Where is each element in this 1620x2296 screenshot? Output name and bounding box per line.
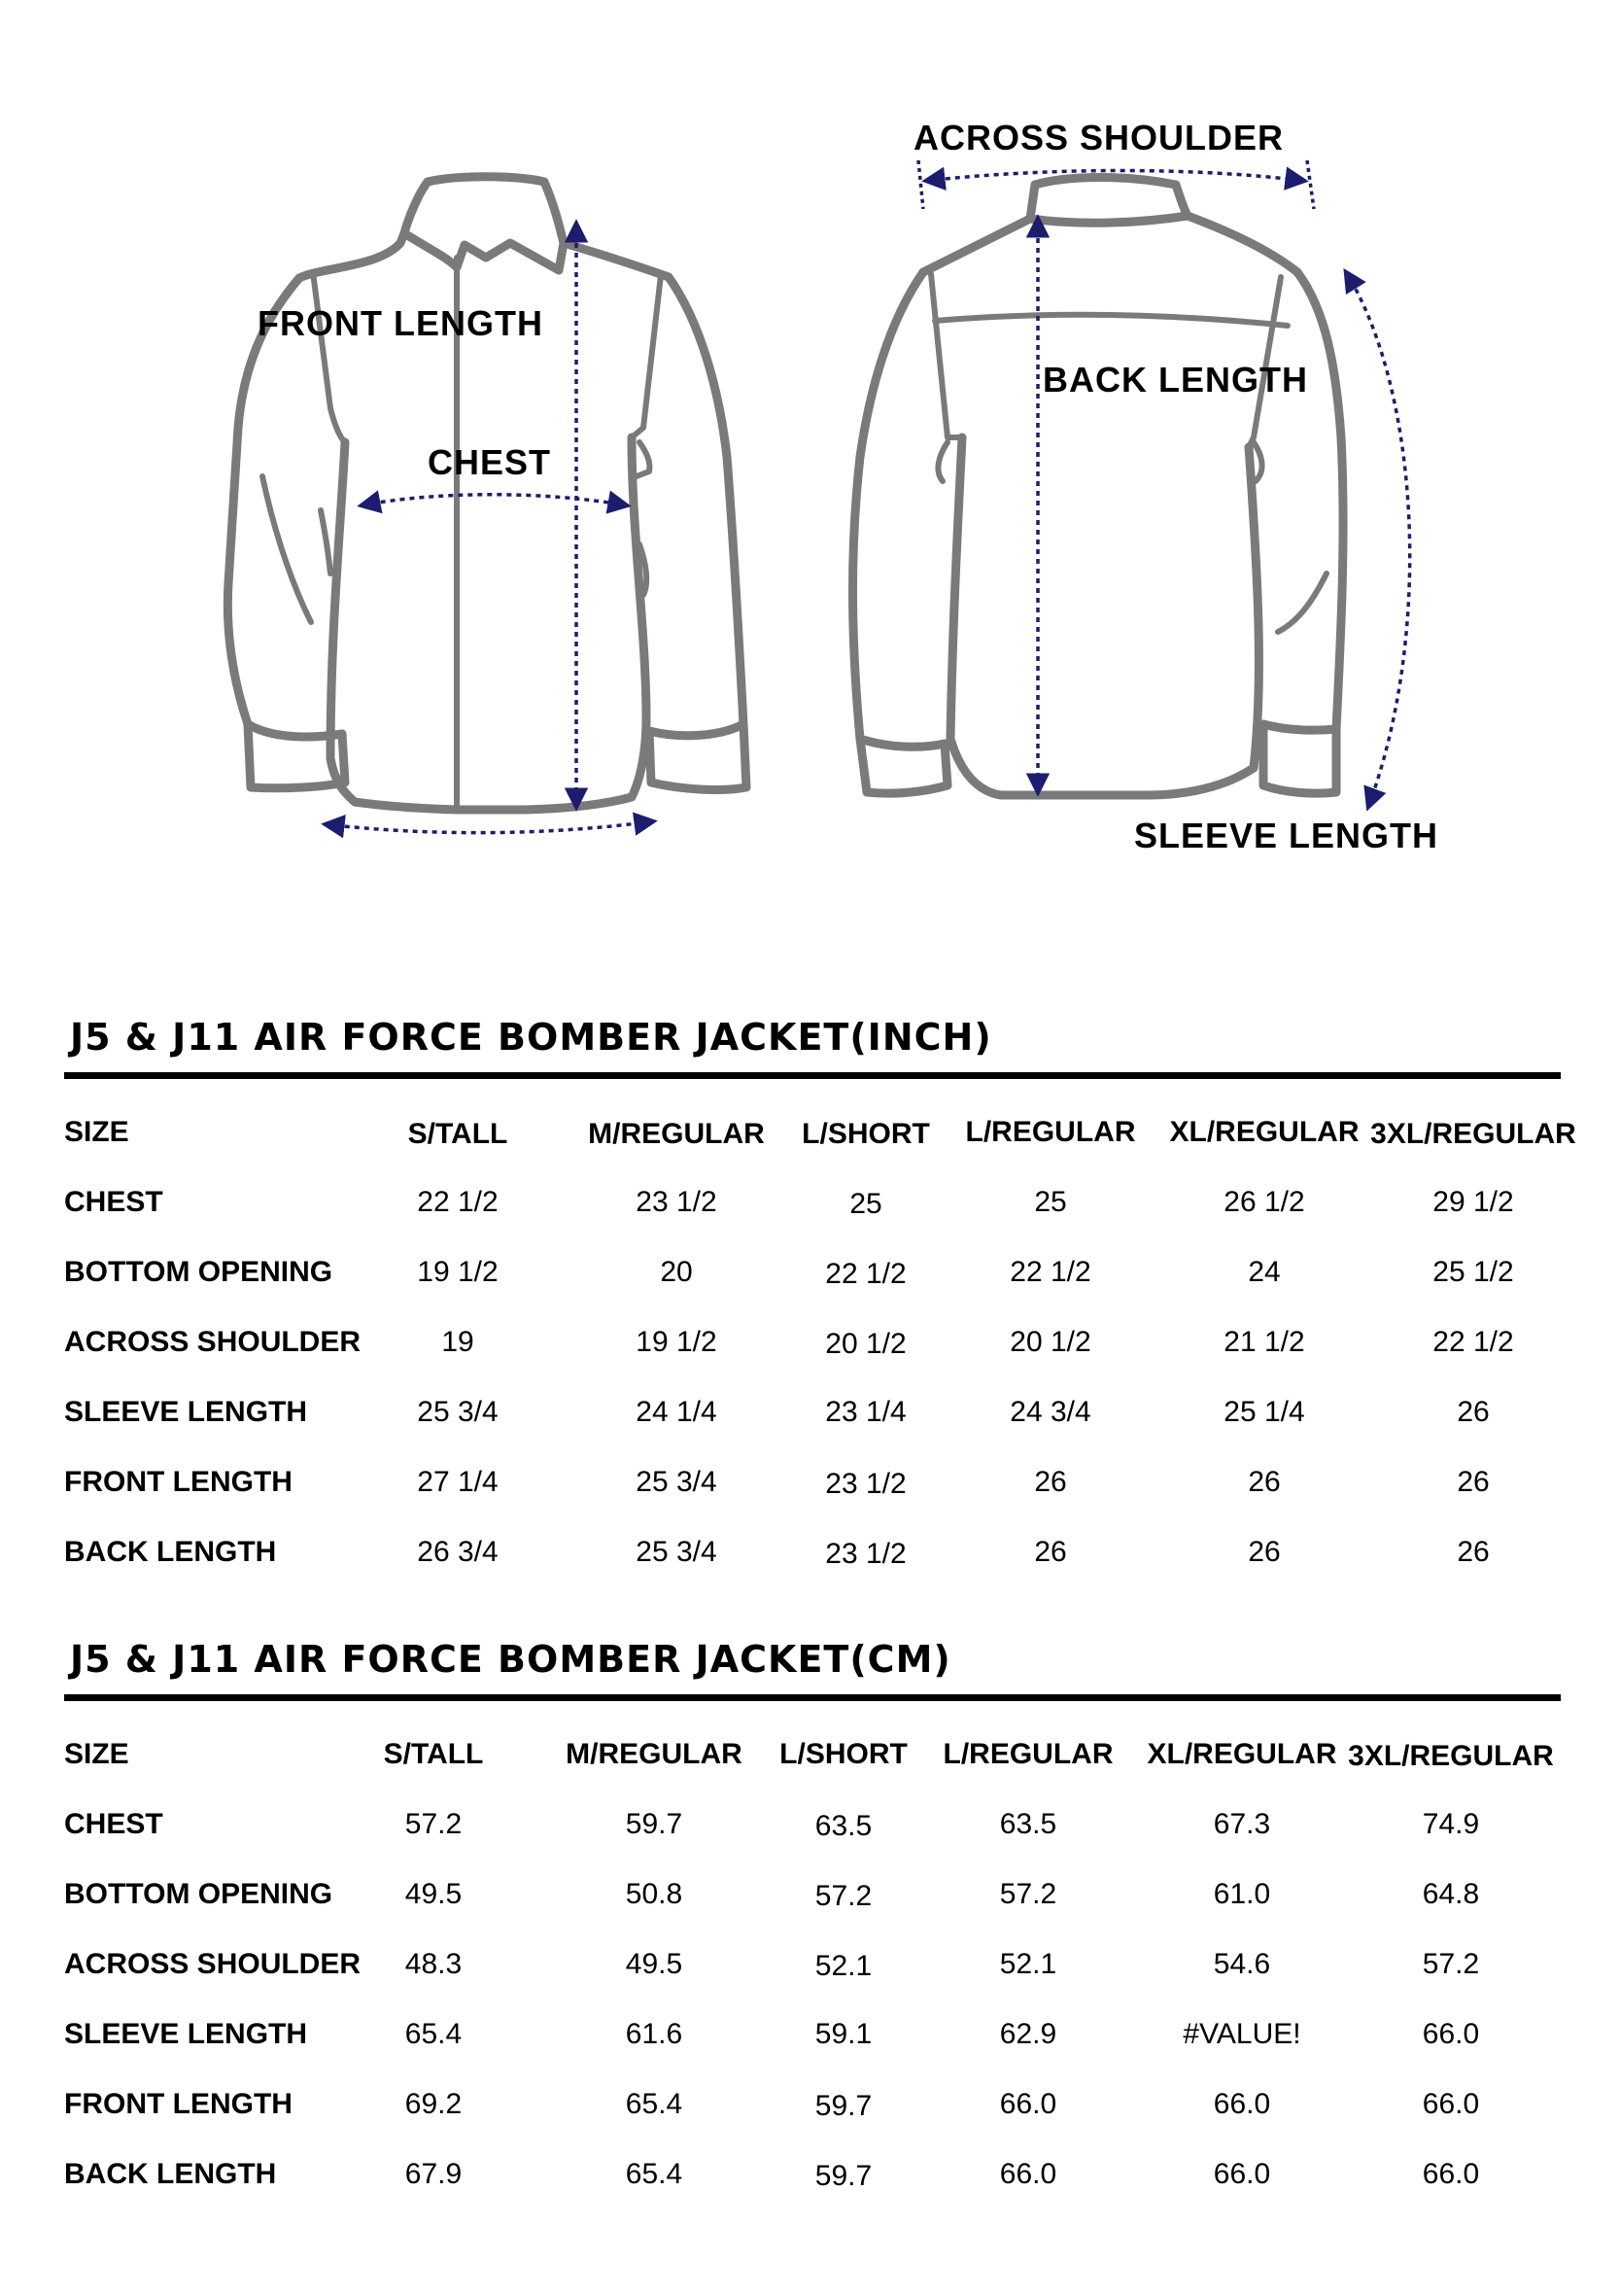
table-cell: 24 1/4 — [636, 1396, 717, 1428]
table-cell: 20 1/2 — [825, 1328, 907, 1360]
inch-table-title: J5 & J11 AIR FORCE BOMBER JACKET(INCH) — [70, 1016, 992, 1059]
row-label: CHEST — [64, 1186, 163, 1218]
table-cell: 65.4 — [625, 2088, 683, 2120]
table-cell: 20 — [660, 1256, 693, 1288]
table-cell: 63.5 — [814, 1810, 873, 1842]
table-cell: 26 — [1457, 1536, 1490, 1568]
table-cell: 26 — [1034, 1466, 1067, 1498]
table-row — [64, 2155, 1561, 2225]
table-cell: 66.0 — [999, 2088, 1057, 2120]
size-column-header: S/TALL — [407, 1118, 508, 1150]
table-row — [64, 1805, 1561, 1875]
table-cell: 27 1/4 — [417, 1466, 499, 1498]
table-cell: 49.5 — [404, 1878, 463, 1910]
table-cell: 22 1/2 — [417, 1186, 499, 1218]
table-header-row — [64, 1735, 1561, 1805]
table-cell: 69.2 — [404, 2088, 463, 2120]
row-label: SLEEVE LENGTH — [64, 2018, 308, 2050]
table-cell: 19 1/2 — [417, 1256, 499, 1288]
table-cell: 25 3/4 — [636, 1536, 717, 1568]
table-cell: 26 — [1457, 1466, 1490, 1498]
inch-table — [64, 1113, 1576, 1603]
table-cell: 19 1/2 — [636, 1326, 717, 1358]
table-cell: 59.7 — [814, 2090, 873, 2122]
table-cell: 22 1/2 — [825, 1258, 907, 1290]
size-column-header: 3XL/REGULAR — [1370, 1118, 1576, 1150]
table-cell: 26 1/2 — [1224, 1186, 1305, 1218]
table-cell: 66.0 — [1422, 2158, 1480, 2190]
table-cell: 59.1 — [814, 2018, 873, 2050]
table-cell: 66.0 — [1213, 2088, 1271, 2120]
table-cell: 52.1 — [814, 1950, 873, 1982]
table-row — [64, 1875, 1561, 1945]
table-cell: 57.2 — [999, 1878, 1057, 1910]
table-cell: 26 — [1034, 1536, 1067, 1568]
table-cell: 26 — [1457, 1396, 1490, 1428]
size-column-header: M/REGULAR — [566, 1738, 742, 1770]
table-cell: 23 1/2 — [825, 1468, 907, 1500]
table-cell: 57.2 — [1422, 1948, 1480, 1980]
table-row — [64, 1393, 1561, 1463]
row-label: ACROSS SHOULDER — [64, 1326, 362, 1358]
size-header: SIZE — [64, 1738, 129, 1770]
table-cell: 66.0 — [1422, 2018, 1480, 2050]
table-cell: 25 3/4 — [636, 1466, 717, 1498]
table-cell: 67.3 — [1213, 1808, 1271, 1840]
table-row — [64, 1183, 1561, 1253]
row-label: BACK LENGTH — [64, 1536, 277, 1568]
table-cell: 23 1/4 — [825, 1396, 907, 1428]
row-label: FRONT LENGTH — [64, 1466, 293, 1498]
title-divider — [64, 1694, 1561, 1701]
table-cell: 22 1/2 — [1432, 1326, 1514, 1358]
row-label: ACROSS SHOULDER — [64, 1948, 362, 1980]
table-cell: 23 1/2 — [825, 1538, 907, 1570]
row-label: BACK LENGTH — [64, 2158, 277, 2190]
cm-table — [64, 1735, 1561, 2225]
sleeve-length-label: SLEEVE LENGTH — [1134, 816, 1439, 855]
table-row — [64, 2085, 1561, 2155]
table-header-row — [64, 1113, 1576, 1183]
table-cell: 26 — [1248, 1536, 1281, 1568]
table-row — [64, 1945, 1561, 2015]
size-column-header: L/REGULAR — [943, 1738, 1114, 1770]
table-cell: 65.4 — [625, 2158, 683, 2190]
table-cell: 26 3/4 — [417, 1536, 499, 1568]
table-cell: 64.8 — [1422, 1878, 1480, 1910]
size-column-header: XL/REGULAR — [1169, 1116, 1360, 1148]
size-column-header: 3XL/REGULAR — [1348, 1740, 1554, 1772]
table-cell: 61.0 — [1213, 1878, 1271, 1910]
table-cell: 24 3/4 — [1010, 1396, 1091, 1428]
back-jacket-sketch — [853, 178, 1344, 796]
table-cell: 25 1/2 — [1432, 1256, 1514, 1288]
table-cell: 57.2 — [404, 1808, 463, 1840]
front-length-label: FRONT LENGTH — [258, 303, 543, 343]
front-jacket-sketch — [227, 177, 746, 810]
table-cell: 57.2 — [814, 1880, 873, 1912]
chest-label: CHEST — [428, 442, 552, 482]
size-column-header: S/TALL — [383, 1738, 484, 1770]
table-cell: 23 1/2 — [636, 1186, 717, 1218]
table-row — [64, 1533, 1561, 1603]
across-shoulder-label: ACROSS SHOULDER — [913, 118, 1285, 157]
table-cell: 25 — [1034, 1186, 1067, 1218]
table-cell: 59.7 — [625, 1808, 683, 1840]
table-cell: 66.0 — [999, 2158, 1057, 2190]
table-cell: 48.3 — [404, 1948, 463, 1980]
table-cell: 22 1/2 — [1010, 1256, 1091, 1288]
table-cell: 29 1/2 — [1432, 1186, 1514, 1218]
table-cell: 25 3/4 — [417, 1396, 499, 1428]
table-cell: 49.5 — [625, 1948, 683, 1980]
table-cell: 54.6 — [1213, 1948, 1271, 1980]
table-row — [64, 1253, 1561, 1323]
table-cell: 24 — [1248, 1256, 1281, 1288]
cm-table-title: J5 & J11 AIR FORCE BOMBER JACKET(CM) — [70, 1638, 951, 1681]
table-row — [64, 1463, 1561, 1533]
table-cell: 66.0 — [1213, 2158, 1271, 2190]
size-column-header: L/REGULAR — [965, 1116, 1136, 1148]
table-cell: 74.9 — [1422, 1808, 1480, 1840]
table-cell: 67.9 — [404, 2158, 463, 2190]
size-column-header: L/SHORT — [802, 1118, 930, 1150]
row-label: FRONT LENGTH — [64, 2088, 293, 2120]
size-header: SIZE — [64, 1116, 129, 1148]
table-cell: 59.7 — [814, 2160, 873, 2192]
back-length-label: BACK LENGTH — [1043, 360, 1308, 400]
row-label: SLEEVE LENGTH — [64, 1396, 308, 1428]
table-cell: 52.1 — [999, 1948, 1057, 1980]
row-label: BOTTOM OPENING — [64, 1256, 333, 1288]
table-cell: #VALUE! — [1183, 2018, 1301, 2050]
table-row — [64, 2015, 1561, 2085]
size-column-header: M/REGULAR — [588, 1118, 765, 1150]
table-cell: 25 — [849, 1188, 882, 1220]
measurement-diagram — [0, 0, 1620, 933]
table-cell: 20 1/2 — [1010, 1326, 1091, 1358]
table-row — [64, 1323, 1561, 1393]
size-column-header: XL/REGULAR — [1147, 1738, 1337, 1770]
row-label: BOTTOM OPENING — [64, 1878, 333, 1910]
table-cell: 50.8 — [625, 1878, 683, 1910]
title-divider — [64, 1072, 1561, 1079]
table-cell: 66.0 — [1422, 2088, 1480, 2120]
table-cell: 25 1/4 — [1224, 1396, 1305, 1428]
table-cell: 26 — [1248, 1466, 1281, 1498]
table-cell: 21 1/2 — [1224, 1326, 1305, 1358]
row-label: CHEST — [64, 1808, 163, 1840]
table-cell: 19 — [441, 1326, 474, 1358]
table-cell: 63.5 — [999, 1808, 1057, 1840]
table-cell: 62.9 — [999, 2018, 1057, 2050]
size-column-header: L/SHORT — [779, 1738, 908, 1770]
table-cell: 61.6 — [625, 2018, 683, 2050]
table-cell: 65.4 — [404, 2018, 463, 2050]
